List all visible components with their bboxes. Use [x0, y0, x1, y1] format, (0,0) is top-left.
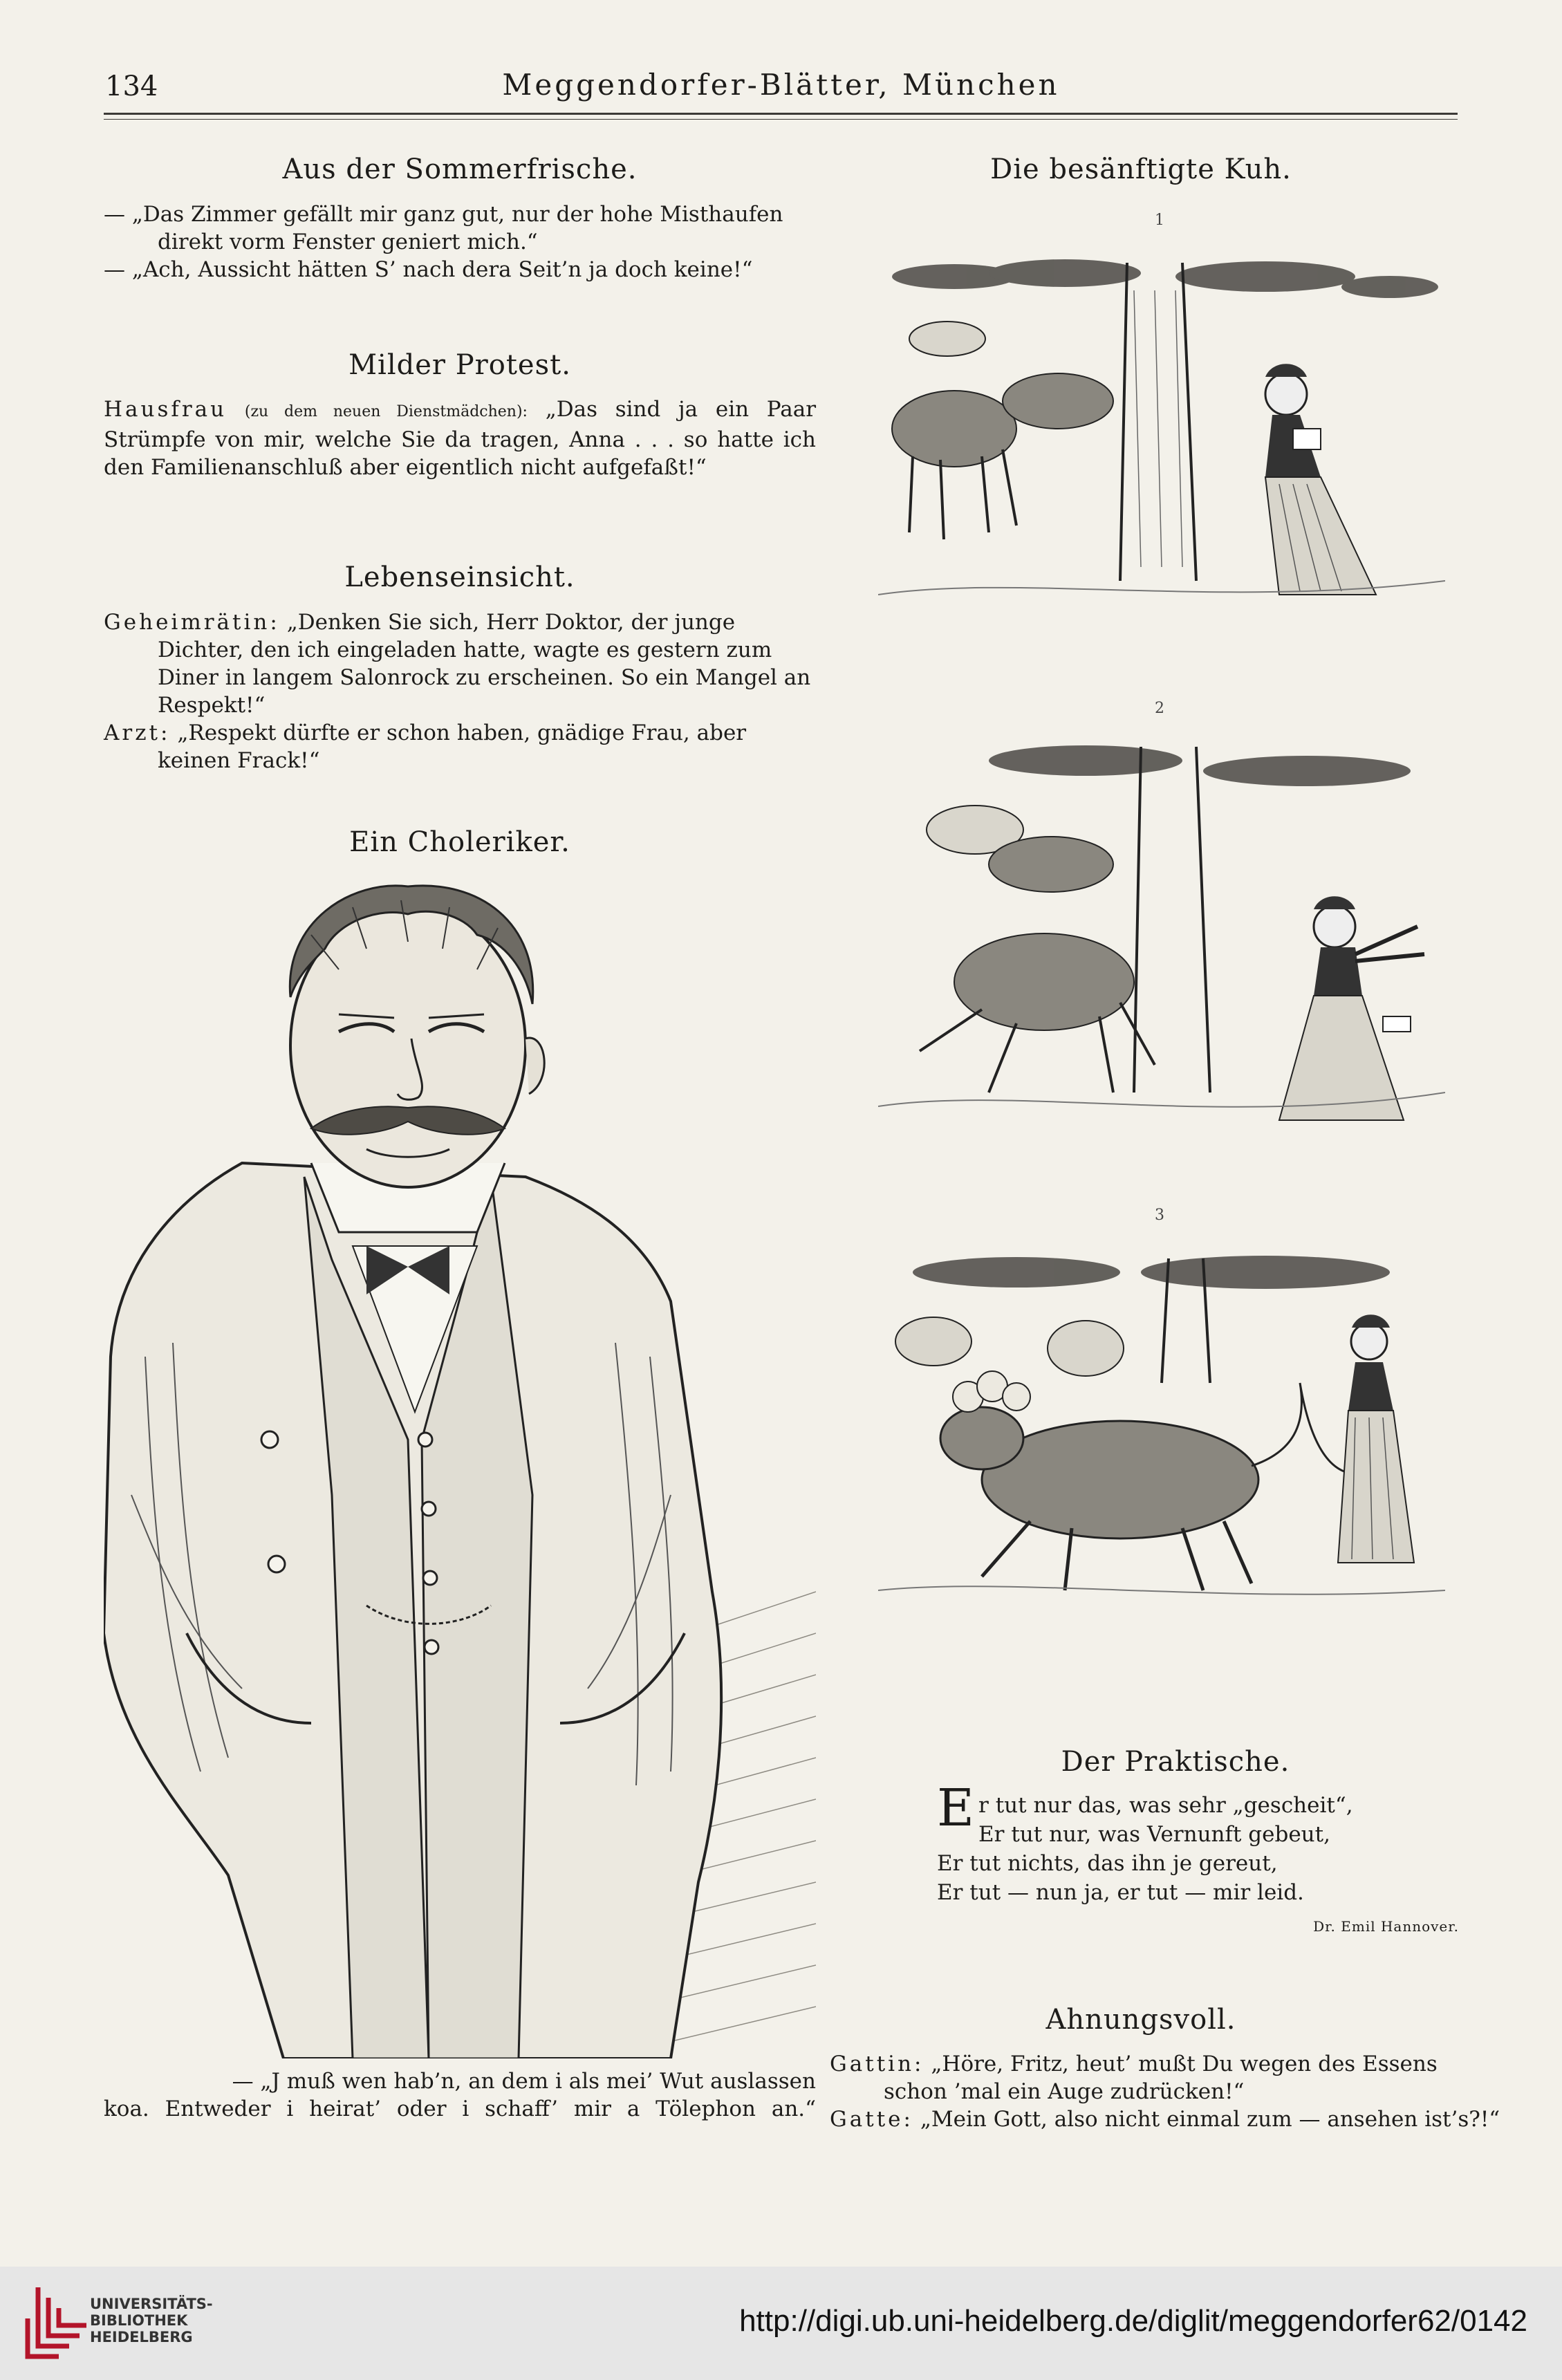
- library-name-line-2: BIBLIOTHEK: [90, 2312, 188, 2329]
- lebenseinsicht-text-1: „Denken Sie sich, Herr Doktor, der junge Dichter, den ich eingeladen hatte, wagte es gestern zum Diner in langem Salonrock zu erscheinen. So ein Mangel an Respekt!“: [158, 610, 811, 718]
- title-choleriker: Ein Choleriker.: [349, 826, 570, 858]
- header-rule-thin: [104, 119, 1458, 120]
- sommerfrische-line-1: — „Das Zimmer gefällt mir ganz gut, nur der hohe Misthaufen direkt vorm Fenster geniert mich.“: [104, 202, 783, 254]
- poem-line-1: r tut nur das, was sehr „gescheit“,: [978, 1793, 1353, 1818]
- poem-line-2: Er tut nur, was Vernunft gebeut,: [978, 1822, 1330, 1847]
- title-lebenseinsicht: Lebenseinsicht.: [344, 561, 575, 593]
- title-ahnungsvoll: Ahnungsvoll.: [1045, 2004, 1236, 2036]
- library-name-line-3: HEIDELBERG: [90, 2329, 193, 2345]
- text-ahnungsvoll: [830, 2050, 1500, 2133]
- cow-panel-2: [878, 733, 1445, 1148]
- page-number: 134: [105, 71, 158, 102]
- ahnungsvoll-text-2: „Mein Gott, also nicht einmal zum — ansehen ist’s?!“: [920, 2107, 1500, 2132]
- library-footer: [0, 2267, 1562, 2380]
- author-signature: Dr. Emil Hannover.: [1313, 1918, 1459, 1935]
- text-lebenseinsicht: [104, 608, 816, 774]
- choleric-man-illustration: [104, 873, 816, 2058]
- speaker-geheimraetin: Geheimrätin:: [104, 610, 280, 635]
- caption-line-1: — „J muß wen hab’n, an dem i als mei’ Wut auslassen: [232, 2069, 816, 2094]
- stage-note: (zu dem neuen Dienstmädchen):: [244, 403, 528, 420]
- poem-initial: E: [937, 1778, 975, 1838]
- poem-der-praktische: [937, 1778, 1462, 1907]
- title-besaenftigte-kuh: Die besänftigte Kuh.: [990, 154, 1292, 185]
- title-der-praktische: Der Praktische.: [1061, 1746, 1290, 1778]
- panel-number-2: 2: [1155, 700, 1164, 717]
- title-milder-protest: Milder Protest.: [348, 349, 571, 381]
- speaker-gattin: Gattin:: [830, 2052, 924, 2076]
- poem-line-4: Er tut — nun ja, er tut — mir leid.: [937, 1880, 1304, 1905]
- library-name: [90, 2296, 213, 2345]
- library-name-line-1: UNIVERSITÄTS-: [90, 2296, 213, 2312]
- ahnungsvoll-text-1: „Höre, Fritz, heut’ mußt Du wegen des Essens schon ’mal ein Auge zudrücken!“: [884, 2052, 1438, 2104]
- magazine-title: Meggendorfer-Blätter, München: [502, 68, 1060, 102]
- speaker-hausfrau: Hausfrau: [104, 397, 227, 422]
- text-sommerfrische: [104, 201, 816, 283]
- caption-choleriker: [104, 2067, 816, 2123]
- caption-line-2: koa. Entweder i heirat’ oder i schaff’ mir a Tölephon an.“: [104, 2097, 816, 2121]
- cow-panel-3: [878, 1245, 1445, 1632]
- speaker-gatte: Gatte:: [830, 2107, 913, 2132]
- cow-panel-1: [878, 249, 1445, 636]
- header-rule: [104, 113, 1458, 115]
- title-sommerfrische: Aus der Sommerfrische.: [282, 154, 638, 185]
- protest-text: „Das sind ja ein Paar Strümpfe von mir, welche Sie da tragen, Anna . . . so hatte ich den Familienanschluß aber eigentlich nicht aufgefaßt!“: [104, 397, 817, 480]
- sommerfrische-line-2: — „Ach, Aussicht hätten S’ nach dera Seit’n ja doch keine!“: [104, 257, 753, 282]
- lebenseinsicht-text-2: „Respekt dürfte er schon haben, gnädige Frau, aber keinen Frack!“: [158, 720, 747, 773]
- text-milder-protest: [104, 396, 816, 481]
- source-url-link[interactable]: http://digi.ub.uni-heidelberg.de/diglit/meggendorfer62/0142: [739, 2304, 1527, 2338]
- panel-number-1: 1: [1155, 212, 1164, 229]
- speaker-arzt: Arzt:: [104, 720, 171, 745]
- poem-line-3: Er tut nichts, das ihn je gereut,: [937, 1851, 1278, 1876]
- panel-number-3: 3: [1155, 1207, 1164, 1224]
- heidelberg-library-logo-icon: [21, 2280, 90, 2363]
